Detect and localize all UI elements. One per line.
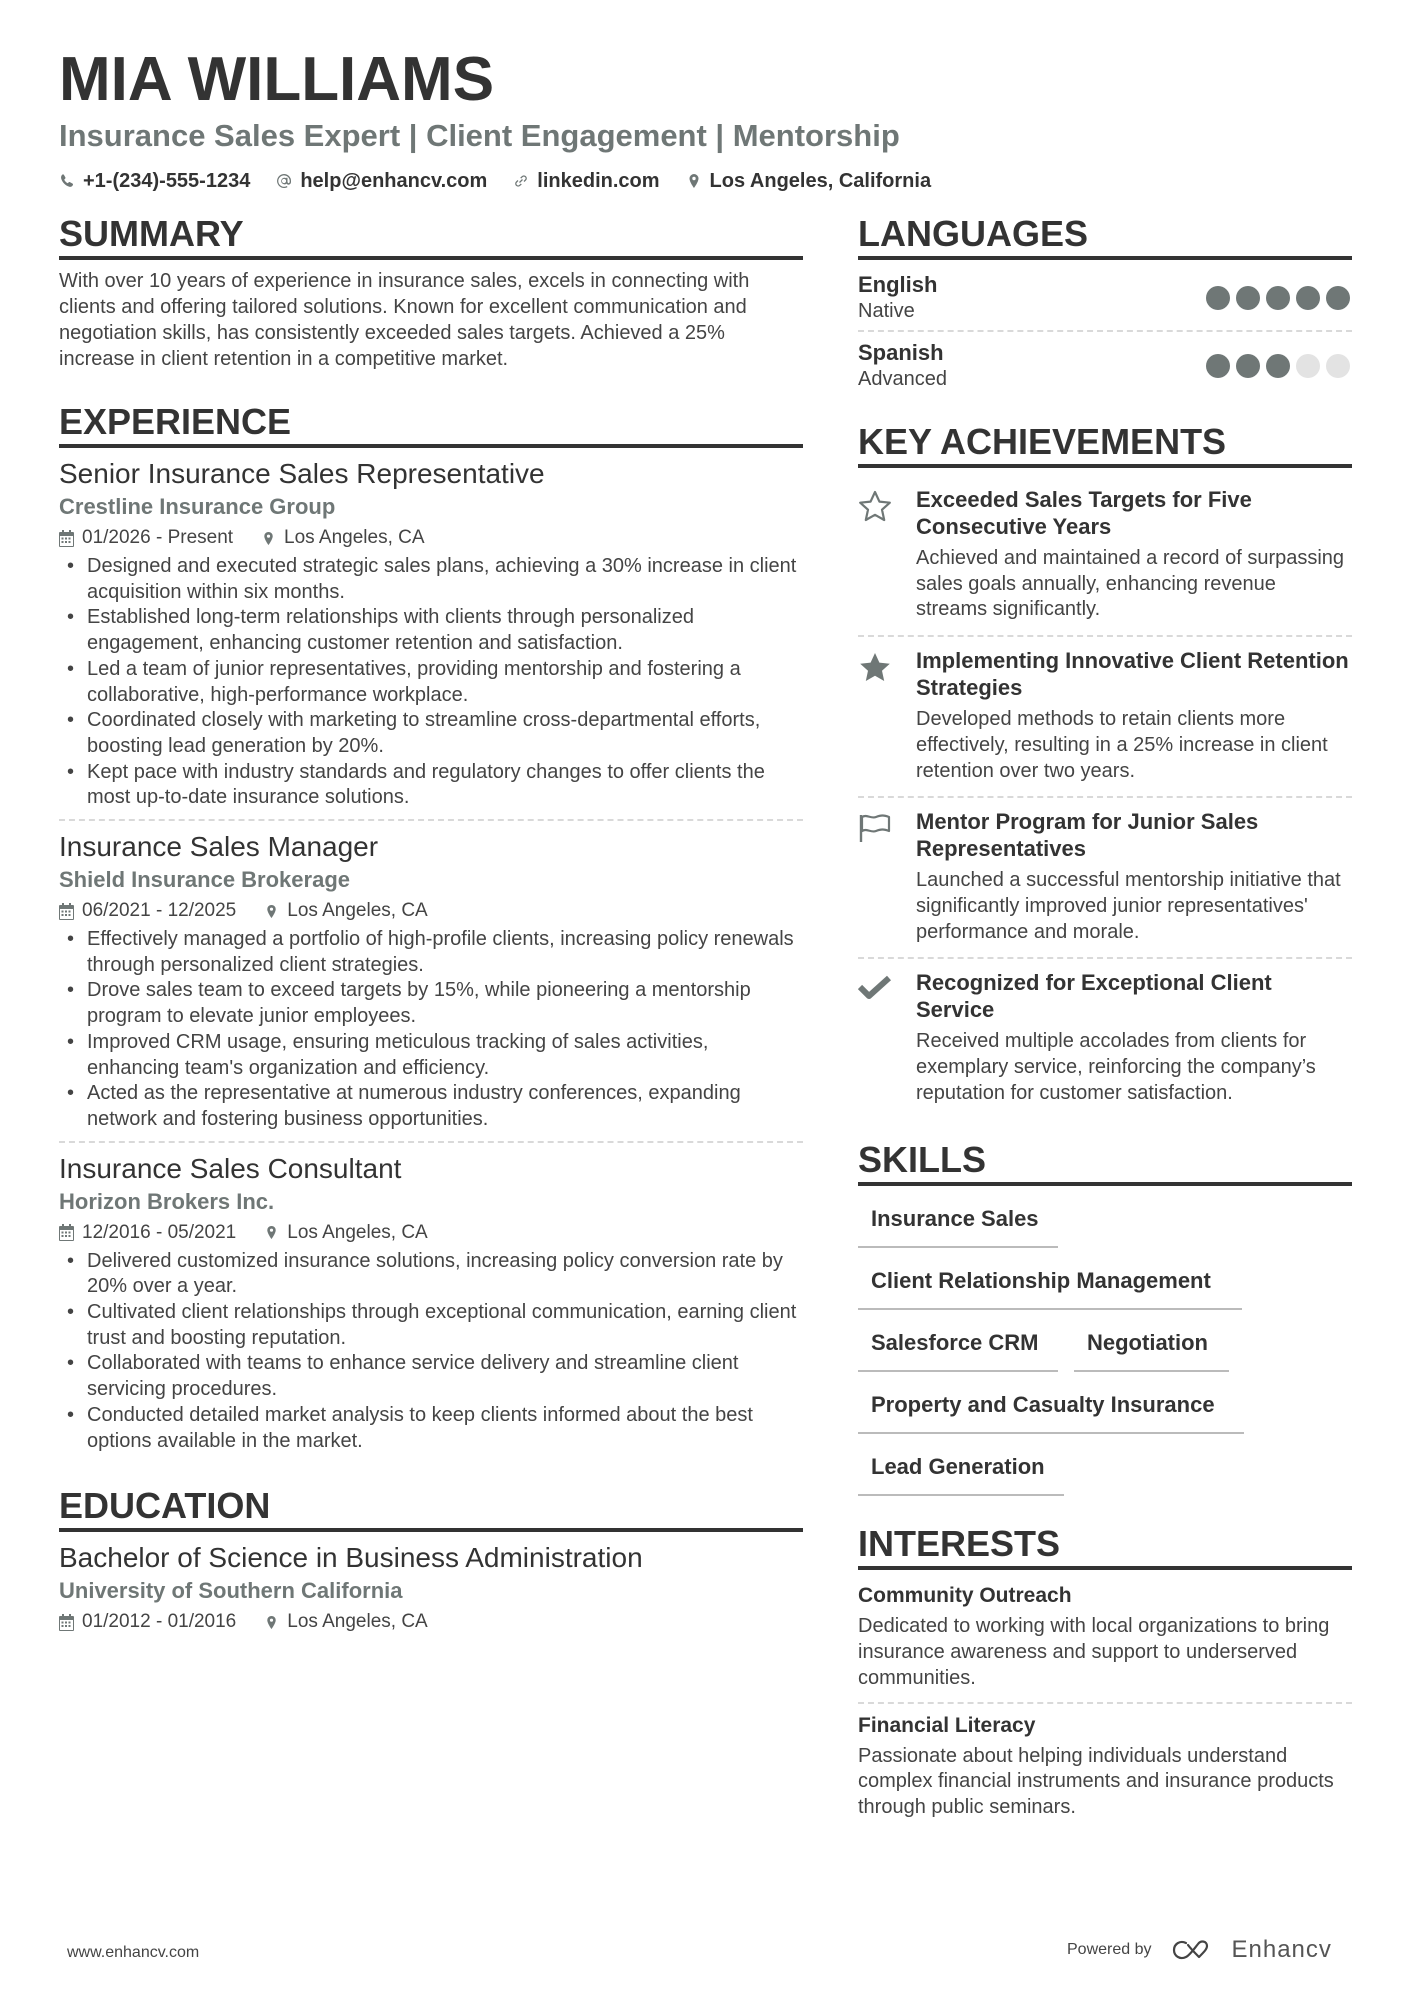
language-level: Native bbox=[858, 300, 915, 322]
rating-dot-filled bbox=[1266, 354, 1290, 378]
location-text: Los Angeles, CA bbox=[287, 1611, 428, 1633]
education-location bbox=[264, 1608, 427, 1636]
enhancv-logo-icon bbox=[1172, 1939, 1220, 1961]
experience-entry bbox=[59, 1141, 803, 1463]
dates-text: 01/2012 - 01/2016 bbox=[82, 1611, 237, 1633]
star-outline-icon bbox=[858, 490, 892, 522]
interest-description: Passionate about helping individuals understand complex financial instruments and insurance products through public seminars. bbox=[858, 1744, 1334, 1818]
education-entry bbox=[59, 1540, 803, 1644]
footer-website-link[interactable]: www.enhancv.com bbox=[67, 1944, 200, 1961]
rating-dot-filled bbox=[1266, 286, 1290, 310]
location-text: Los Angeles, CA bbox=[287, 900, 428, 922]
company-name: Crestline Insurance Group bbox=[59, 494, 336, 519]
link-icon bbox=[513, 173, 529, 189]
job-bullets bbox=[59, 554, 803, 811]
rating-dot-filled bbox=[1236, 354, 1260, 378]
proficiency-rating bbox=[1206, 354, 1350, 378]
skills-heading: SKILLS bbox=[858, 1140, 1352, 1186]
job-title: Senior Insurance Sales Representative bbox=[59, 458, 545, 489]
job-bullets bbox=[59, 927, 803, 1133]
language-name: Spanish bbox=[858, 340, 944, 365]
achievements-heading: KEY ACHIEVEMENTS bbox=[858, 422, 1352, 468]
left-column bbox=[59, 214, 803, 1644]
location-pin-icon bbox=[261, 530, 276, 547]
job-dates bbox=[59, 897, 236, 925]
achievements-section bbox=[858, 422, 1352, 1118]
right-column bbox=[858, 214, 1352, 1831]
interest-title: Community Outreach bbox=[858, 1584, 1072, 1608]
job-location bbox=[261, 524, 424, 552]
bullet-item: • Delivered customized insurance solutions, increasing policy conversion rate by 20% over a year. bbox=[59, 1249, 803, 1300]
job-meta bbox=[59, 897, 803, 925]
interests-heading: INTERESTS bbox=[858, 1524, 1352, 1570]
job-meta bbox=[59, 524, 803, 552]
calendar-icon bbox=[59, 1224, 74, 1241]
rating-dot-empty bbox=[1326, 354, 1350, 378]
job-title: Insurance Sales Manager bbox=[59, 831, 379, 863]
enhancv-logo[interactable] bbox=[1172, 1936, 1332, 1964]
powered-by-label: Powered by bbox=[1067, 1941, 1152, 1958]
rating-dot-filled bbox=[1206, 354, 1230, 378]
skill-tag: Property and Casualty Insurance bbox=[858, 1386, 1244, 1434]
skill-tag: Client Relationship Management bbox=[858, 1262, 1242, 1310]
bullet-item: • Led a team of junior representatives, providing mentorship and fostering a collaborative, high-performance workplace. bbox=[59, 657, 803, 708]
language-name: English bbox=[858, 272, 938, 297]
education-heading: EDUCATION bbox=[59, 1486, 803, 1532]
company-name: Horizon Brokers Inc. bbox=[59, 1188, 275, 1214]
achievement-title: Implementing Innovative Client Retention Strategies bbox=[916, 648, 1349, 701]
language-item bbox=[858, 330, 1352, 398]
rating-dot-filled bbox=[1326, 286, 1350, 310]
achievement-item bbox=[858, 476, 1352, 635]
rating-dot-empty bbox=[1296, 354, 1320, 378]
skill-tag: Negotiation bbox=[1074, 1324, 1229, 1372]
bullet-item: • Acted as the representative at numerous industry conferences, expanding network and fostering business opportunities. bbox=[59, 1081, 803, 1132]
bullet-item: • Designed and executed strategic sales plans, achieving a 30% increase in client acquisition within six months. bbox=[59, 554, 803, 605]
education-dates bbox=[59, 1608, 236, 1636]
checkmark-icon bbox=[858, 973, 892, 1005]
bullet-item: • Drove sales team to exceed targets by 15%, while pioneering a mentorship program to elevate junior employees. bbox=[59, 978, 803, 1029]
dates-text: 01/2026 - Present bbox=[82, 527, 234, 548]
summary-heading: SUMMARY bbox=[59, 214, 803, 260]
bullet-item: • Kept pace with industry standards and regulatory changes to offer clients the most up-to-date insurance solutions. bbox=[59, 760, 803, 811]
flag-icon bbox=[858, 812, 892, 844]
skills-section bbox=[858, 1140, 1352, 1496]
resume-header bbox=[59, 44, 1359, 194]
experience-section bbox=[59, 402, 803, 1462]
email-text: help@enhancv.com bbox=[300, 170, 488, 192]
contact-linkedin[interactable] bbox=[513, 168, 659, 194]
contact-info bbox=[59, 168, 1359, 194]
contact-phone[interactable] bbox=[59, 168, 250, 194]
job-location bbox=[264, 897, 427, 925]
job-title: Insurance Sales Consultant bbox=[59, 1152, 402, 1184]
languages-heading: LANGUAGES bbox=[858, 214, 1352, 260]
job-meta bbox=[59, 1219, 803, 1247]
achievement-description: Launched a successful mentorship initiative that significantly improved junior representatives' performance and morale. bbox=[916, 869, 1341, 943]
at-icon bbox=[276, 173, 292, 189]
rating-dot-filled bbox=[1296, 286, 1320, 310]
interest-item bbox=[858, 1578, 1352, 1701]
brand-name: Enhancv bbox=[1231, 1936, 1332, 1963]
experience-heading: EXPERIENCE bbox=[59, 402, 803, 448]
education-section bbox=[59, 1486, 803, 1644]
location-pin-icon bbox=[264, 903, 279, 920]
calendar-icon bbox=[59, 1614, 74, 1631]
bullet-item: • Coordinated closely with marketing to streamline cross-departmental efforts, boosting lead generation by 20%. bbox=[59, 708, 803, 759]
phone-icon bbox=[59, 173, 75, 189]
dates-text: 12/2016 - 05/2021 bbox=[82, 1221, 237, 1243]
dates-text: 06/2021 - 12/2025 bbox=[82, 900, 237, 922]
calendar-icon bbox=[59, 530, 74, 547]
achievement-title: Recognized for Exceptional Client Service bbox=[916, 970, 1272, 1023]
interest-item bbox=[858, 1702, 1352, 1831]
rating-dot-filled bbox=[1236, 286, 1260, 310]
language-level: Advanced bbox=[858, 368, 947, 390]
interest-title: Financial Literacy bbox=[858, 1713, 1036, 1737]
bullet-item: • Cultivated client relationships through exceptional communication, earning client trust and boosting reputation. bbox=[59, 1300, 803, 1351]
candidate-headline: Insurance Sales Expert | Client Engagement | Mentorship bbox=[59, 118, 900, 153]
interests-section bbox=[858, 1524, 1352, 1830]
bullet-item: • Established long-term relationships with clients through personalized engagement, enhancing customer retention and satisfaction. bbox=[59, 605, 803, 656]
languages-section bbox=[858, 214, 1352, 398]
interest-description: Dedicated to working with local organizations to bring insurance awareness and support to underserved communities. bbox=[858, 1615, 1330, 1689]
star-filled-icon bbox=[858, 651, 892, 683]
skill-tag: Insurance Sales bbox=[858, 1200, 1058, 1248]
candidate-name: MIA WILLIAMS bbox=[59, 45, 495, 114]
achievement-description: Received multiple accolades from clients for exemplary service, reinforcing the company’s reputation for customer satisfaction. bbox=[916, 1030, 1316, 1104]
education-meta bbox=[59, 1608, 803, 1636]
location-text: Los Angeles, California bbox=[709, 170, 932, 192]
skill-tag: Salesforce CRM bbox=[858, 1324, 1058, 1372]
company-name: Shield Insurance Brokerage bbox=[59, 867, 350, 893]
school-name: University of Southern California bbox=[59, 1578, 403, 1604]
achievement-item bbox=[858, 957, 1352, 1118]
achievement-description: Developed methods to retain clients more effectively, resulting in a 25% increase in client retention over two years. bbox=[916, 708, 1328, 782]
achievement-item bbox=[858, 635, 1352, 796]
location-text: Los Angeles, CA bbox=[287, 1221, 428, 1243]
contact-email[interactable] bbox=[276, 168, 487, 194]
skills-list bbox=[858, 1194, 1352, 1496]
achievement-description: Achieved and maintained a record of surpassing sales goals annually, enhancing revenue streams significantly. bbox=[916, 547, 1345, 621]
footer-branding bbox=[1067, 1936, 1332, 1964]
experience-entry bbox=[59, 456, 803, 819]
bullet-item: • Improved CRM usage, ensuring meticulous tracking of sales activities, enhancing team's organization and efficiency. bbox=[59, 1030, 803, 1081]
job-dates bbox=[59, 1219, 236, 1247]
proficiency-rating bbox=[1206, 286, 1350, 310]
bullet-item: • Effectively managed a portfolio of high-profile clients, increasing policy renewals through personalized client strategies. bbox=[59, 927, 803, 978]
location-pin-icon bbox=[264, 1224, 279, 1241]
language-item bbox=[858, 268, 1352, 330]
skill-tag: Lead Generation bbox=[858, 1448, 1064, 1496]
summary-text: With over 10 years of experience in insurance sales, excels in connecting with clients and offering tailored solutions. Known for excellent communication and negotiation skills, has consistently exceeded sales targets. Achieved a 25% increase in client retention in a competitive market. bbox=[59, 270, 750, 370]
degree-title: Bachelor of Science in Business Administration bbox=[59, 1542, 643, 1574]
experience-entry bbox=[59, 819, 803, 1141]
achievement-title: Mentor Program for Junior Sales Representatives bbox=[916, 809, 1259, 862]
location-pin-icon bbox=[686, 173, 702, 189]
linkedin-text: linkedin.com bbox=[537, 170, 660, 192]
job-bullets bbox=[59, 1249, 803, 1455]
job-location bbox=[264, 1219, 427, 1247]
phone-text: +1-(234)-555-1234 bbox=[83, 170, 251, 192]
job-dates bbox=[59, 524, 233, 552]
rating-dot-filled bbox=[1206, 286, 1230, 310]
location-pin-icon bbox=[264, 1614, 279, 1631]
calendar-icon bbox=[59, 903, 74, 920]
bullet-item: • Conducted detailed market analysis to keep clients informed about the best options available in the market. bbox=[59, 1403, 803, 1454]
achievement-item bbox=[858, 796, 1352, 957]
location-text: Los Angeles, CA bbox=[284, 527, 425, 548]
summary-section bbox=[59, 214, 803, 372]
achievement-title: Exceeded Sales Targets for Five Consecutive Years bbox=[916, 487, 1252, 539]
bullet-item: • Collaborated with teams to enhance service delivery and streamline client servicing procedures. bbox=[59, 1351, 803, 1402]
contact-location bbox=[686, 168, 932, 194]
